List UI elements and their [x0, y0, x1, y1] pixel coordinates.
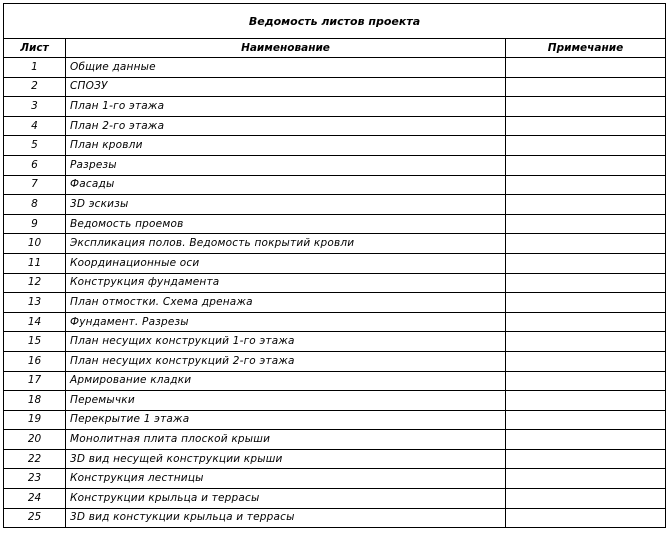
- row-name: Фасады: [66, 175, 506, 195]
- table-row: [4, 449, 666, 469]
- row-name: План 2-го этажа: [66, 116, 506, 136]
- row-name: Перекрытие 1 этажа: [66, 410, 506, 430]
- table-row: [4, 136, 666, 156]
- row-note: [506, 293, 666, 313]
- table-row: [4, 175, 666, 195]
- row-number: 15: [4, 332, 66, 352]
- table-row: [4, 312, 666, 332]
- table-row: [4, 234, 666, 254]
- row-name: 3D вид констукции крыльца и террасы: [66, 508, 506, 528]
- row-note: [506, 155, 666, 175]
- table-title: Ведомость листов проекта: [4, 4, 666, 39]
- row-note: [506, 351, 666, 371]
- row-note: [506, 489, 666, 509]
- table-row: [4, 253, 666, 273]
- row-name: План 1-го этажа: [66, 97, 506, 117]
- table-row: [4, 97, 666, 117]
- table-row: [4, 332, 666, 352]
- row-note: [506, 77, 666, 97]
- row-note: [506, 312, 666, 332]
- row-name: Армирование кладки: [66, 371, 506, 391]
- row-name: Разрезы: [66, 155, 506, 175]
- row-note: [506, 116, 666, 136]
- table-row: [4, 371, 666, 391]
- row-number: 14: [4, 312, 66, 332]
- row-note: [506, 449, 666, 469]
- row-note: [506, 136, 666, 156]
- table-row: [4, 155, 666, 175]
- row-number: 25: [4, 508, 66, 528]
- row-note: [506, 214, 666, 234]
- table-row: [4, 293, 666, 313]
- table-row: [4, 116, 666, 136]
- table-row: [4, 508, 666, 528]
- row-number: 3: [4, 97, 66, 117]
- row-name: Экспликация полов. Ведомость покрытий кровли: [66, 234, 506, 254]
- row-number: 18: [4, 391, 66, 411]
- row-number: 1: [4, 58, 66, 78]
- row-name: Перемычки: [66, 391, 506, 411]
- table-row: [4, 77, 666, 97]
- row-number: 5: [4, 136, 66, 156]
- row-number: 24: [4, 489, 66, 509]
- row-name: 3D вид несущей конструкции крыши: [66, 449, 506, 469]
- table-row: [4, 195, 666, 215]
- table-row: [4, 214, 666, 234]
- row-note: [506, 97, 666, 117]
- row-note: [506, 234, 666, 254]
- row-note: [506, 273, 666, 293]
- table-row: [4, 391, 666, 411]
- row-note: [506, 410, 666, 430]
- row-name: План несущих конструкций 1-го этажа: [66, 332, 506, 352]
- row-name: Ведомость проемов: [66, 214, 506, 234]
- row-name: СПОЗУ: [66, 77, 506, 97]
- row-note: [506, 469, 666, 489]
- header-sheet: Лист: [4, 39, 66, 58]
- row-number: 13: [4, 293, 66, 313]
- row-number: 2: [4, 77, 66, 97]
- row-number: 11: [4, 253, 66, 273]
- row-name: План несущих конструкций 2-го этажа: [66, 351, 506, 371]
- table-row: [4, 489, 666, 509]
- table-row: [4, 410, 666, 430]
- row-number: 7: [4, 175, 66, 195]
- table-row: [4, 351, 666, 371]
- row-note: [506, 430, 666, 450]
- row-number: 10: [4, 234, 66, 254]
- row-note: [506, 391, 666, 411]
- row-name: Координационные оси: [66, 253, 506, 273]
- row-note: [506, 253, 666, 273]
- row-name: Конструкции крыльца и террасы: [66, 489, 506, 509]
- row-note: [506, 195, 666, 215]
- table-row: [4, 273, 666, 293]
- row-number: 8: [4, 195, 66, 215]
- row-number: 20: [4, 430, 66, 450]
- row-note: [506, 175, 666, 195]
- row-number: 6: [4, 155, 66, 175]
- row-name: Конструкция фундамента: [66, 273, 506, 293]
- row-name: План кровли: [66, 136, 506, 156]
- row-name: Монолитная плита плоской крыши: [66, 430, 506, 450]
- row-number: 12: [4, 273, 66, 293]
- row-note: [506, 371, 666, 391]
- row-number: 22: [4, 449, 66, 469]
- row-name: План отмостки. Схема дренажа: [66, 293, 506, 313]
- row-number: 4: [4, 116, 66, 136]
- row-number: 23: [4, 469, 66, 489]
- row-name: Конструкция лестницы: [66, 469, 506, 489]
- header-note: Примечание: [506, 39, 666, 58]
- row-name: 3D эскизы: [66, 195, 506, 215]
- row-number: 16: [4, 351, 66, 371]
- header-name: Наименование: [66, 39, 506, 58]
- row-number: 17: [4, 371, 66, 391]
- table-row: [4, 430, 666, 450]
- row-number: 19: [4, 410, 66, 430]
- row-name: Фундамент. Разрезы: [66, 312, 506, 332]
- table-row: [4, 58, 666, 78]
- table-row: [4, 469, 666, 489]
- sheet-list-table: [3, 3, 666, 528]
- row-note: [506, 332, 666, 352]
- row-number: 9: [4, 214, 66, 234]
- row-note: [506, 508, 666, 528]
- row-note: [506, 58, 666, 78]
- row-name: Общие данные: [66, 58, 506, 78]
